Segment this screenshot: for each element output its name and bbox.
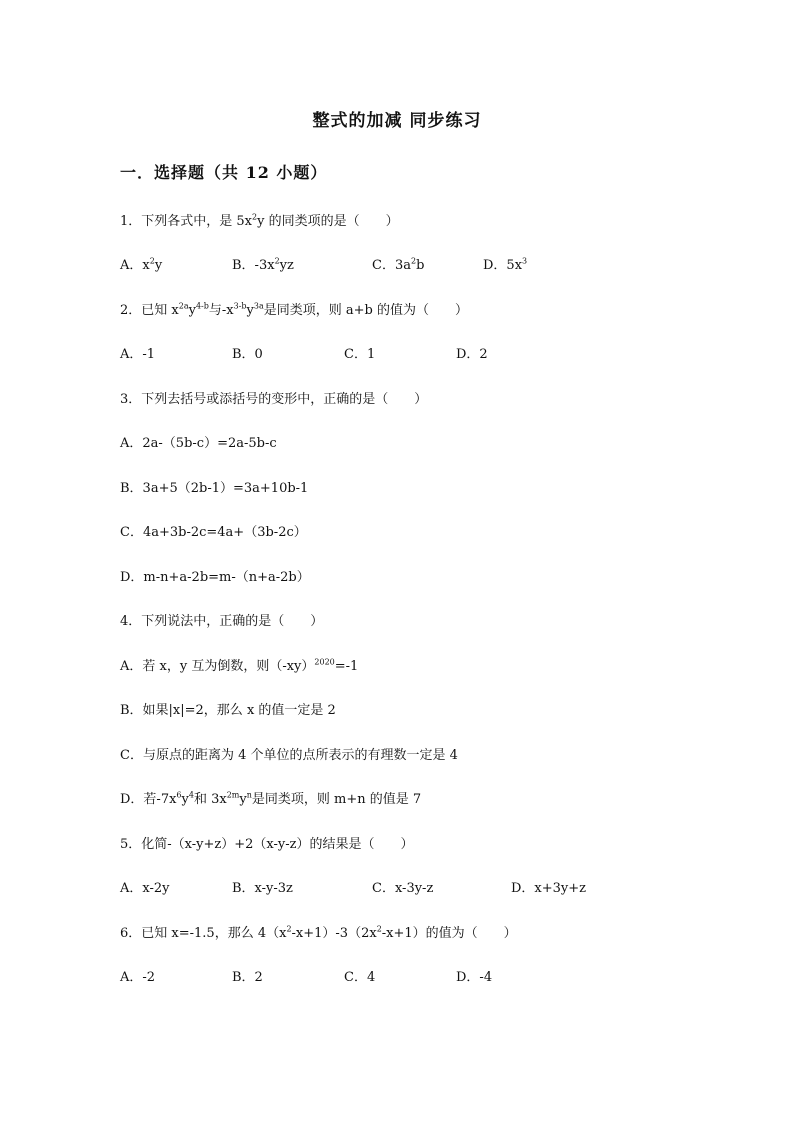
- q4-option-d: D．若$-7x^6y^4$和 $3x^{2m}y^n$是同类项，则 m+n 的值是 7: [120, 790, 422, 807]
- q1-option-a: A．$x^2y$: [120, 256, 163, 273]
- question-5: 5．化简-（x-y+z）+2（x-y-z）的结果是（ ）: [120, 837, 414, 852]
- q5-option-b: B．x-y-3z: [232, 881, 293, 896]
- q2-option-d: D．2: [456, 347, 488, 362]
- q2-option-b: B．0: [232, 347, 263, 362]
- q2-option-c: C．1: [344, 347, 376, 362]
- q1-option-d: D．$5x^3$: [483, 256, 528, 273]
- q3-option-c: C．4a+3b-2c=4a+（3b-2c）: [120, 525, 307, 540]
- q4-option-a: A．若 x，y 互为倒数，则$(-xy)^{2020}=-1$: [120, 657, 359, 674]
- section-heading: 一．选择题（共 12 小题）: [120, 163, 328, 182]
- q3-option-a: A．2a-（5b-c）=2a-5b-c: [120, 436, 277, 451]
- page-title: 整式的加减 同步练习: [312, 111, 482, 131]
- q6-option-a: A．-2: [120, 970, 156, 985]
- q5-option-d: D．x+3y+z: [511, 881, 587, 896]
- q4-option-c: C．与原点的距离为 4 个单位的点所表示的有理数一定是 4: [120, 748, 458, 763]
- q1-option-c: C．$3a^2b$: [372, 256, 425, 273]
- q3-option-d: D．m-n+a-2b=m-（n+a-2b）: [120, 570, 310, 585]
- q5-option-a: A．x-2y: [120, 881, 170, 896]
- q6-option-c: C．4: [344, 970, 376, 985]
- question-4: 4．下列说法中，正确的是（ ）: [120, 614, 324, 629]
- question-6: 6．已知 x=-1.5，那么 $4(x^2-x+1)-3(2x^2-x+1)$的值为（ ）: [120, 924, 517, 941]
- q5-option-c: C．x-3y-z: [372, 881, 434, 896]
- q2-option-a: A．-1: [120, 347, 156, 362]
- q6-option-d: D．-4: [456, 970, 493, 985]
- q3-option-b: B．3a+5（2b-1）=3a+10b-1: [120, 481, 309, 496]
- question-2: 2．已知 $x^{2a}y^{4-b}$与$-x^{3-b}y^{3a}$是同类项，则 a+b 的值为（ ）: [120, 301, 468, 318]
- question-3: 3．下列去括号或添括号的变形中，正确的是（ ）: [120, 392, 428, 407]
- q4-option-b: B．如果|x|=2，那么 x 的值一定是 2: [120, 703, 336, 718]
- q1-option-b: B．$-3x^2yz$: [232, 256, 294, 273]
- question-1: 1．下列各式中，是 $5x^2y$ 的同类项的是（ ）: [120, 212, 399, 229]
- q6-option-b: B．2: [232, 970, 263, 985]
